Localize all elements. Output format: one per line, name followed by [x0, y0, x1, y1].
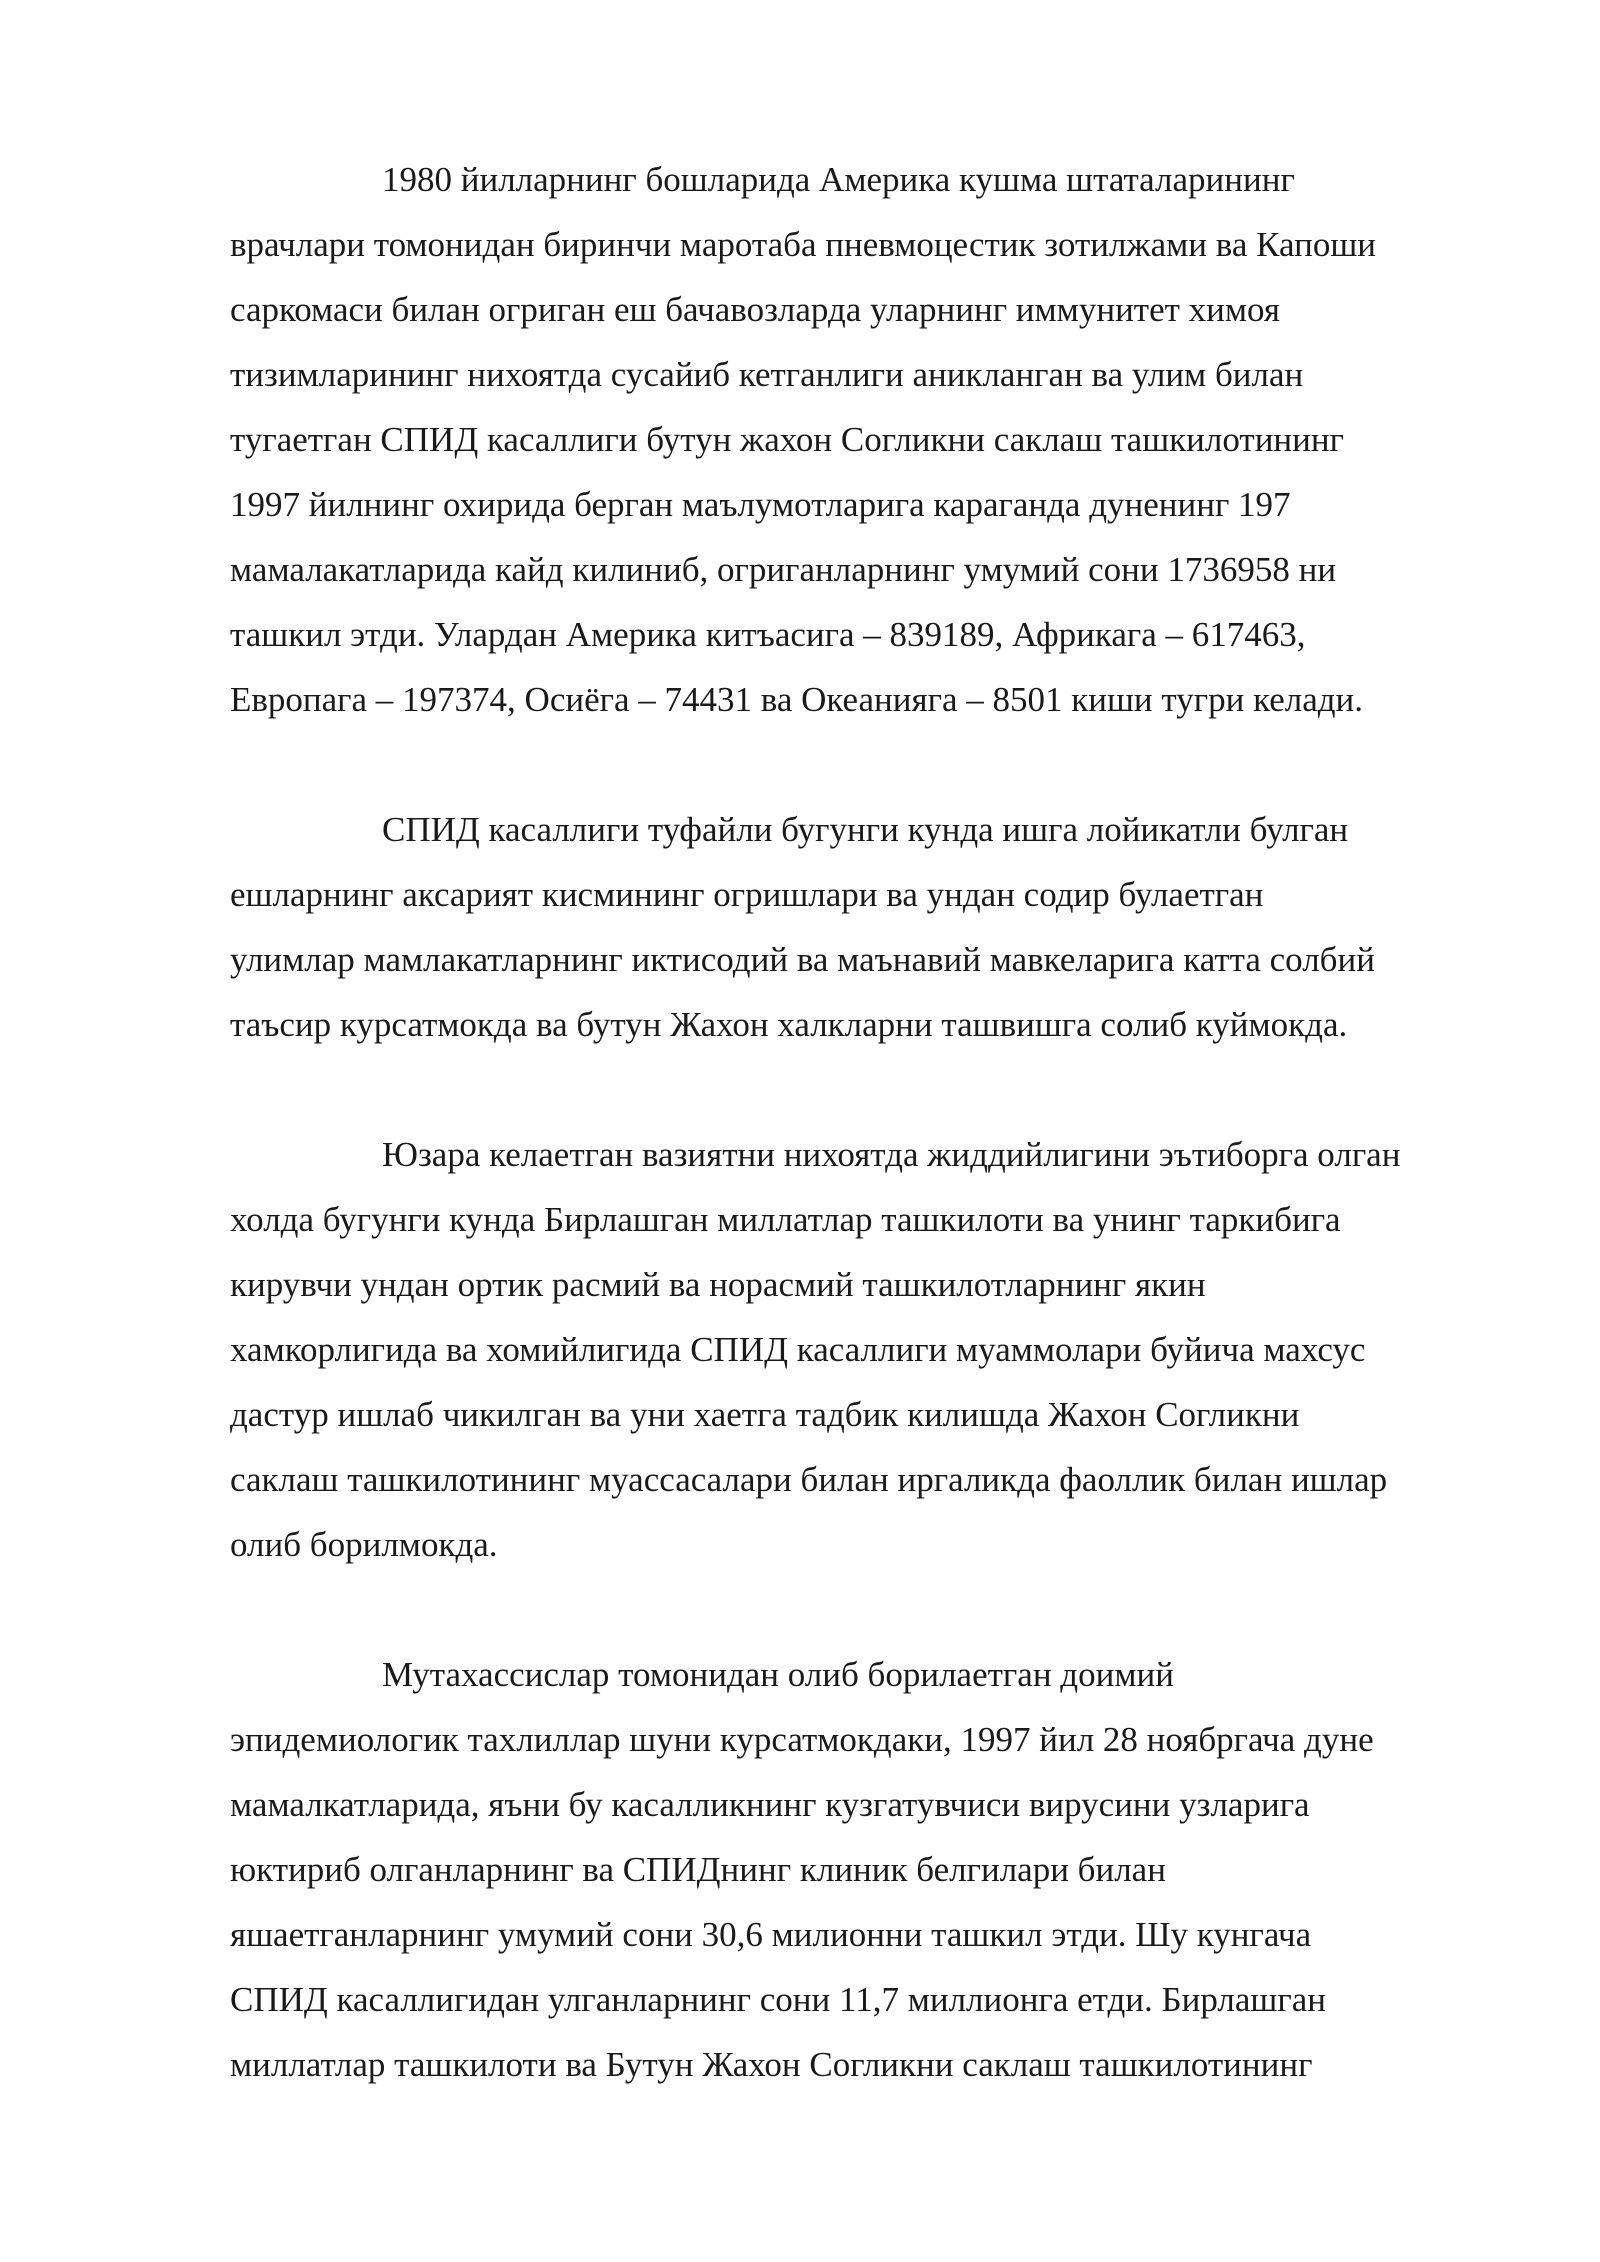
paragraph-line: мамалкатларида, яъни бу касалликнинг кузгатувчиси вирусини узларига	[230, 1785, 1310, 1824]
paragraph-line: таъсир курсатмокда ва бутун Жахон халкларни ташвишга солиб куймокда.	[230, 1005, 1348, 1044]
paragraph-line: яшаетганларнинг умумий сони 30,6 милионни ташкил этди. Шу кунгача	[230, 1915, 1312, 1954]
paragraph-3	[230, 1122, 1530, 1577]
paragraph-line: миллатлар ташкилоти ва Бутун Жахон Согликни саклаш ташкилотининг	[230, 2045, 1313, 2084]
paragraph-line: Мутахассислар томонидан олиб борилаетган доимий	[382, 1655, 1174, 1694]
paragraph-line: саклаш ташкилотининг муассасалари билан иргаликда фаоллик билан ишлар	[230, 1460, 1388, 1499]
paragraph-line: эпидемиологик тахлиллар шуни курсатмокдаки, 1997 йил 28 ноябргача дуне	[230, 1720, 1374, 1759]
paragraph-line: 1997 йилнинг охирида берган маълумотларига караганда дуненинг 197	[230, 485, 1291, 524]
paragraph-line: тизимларининг нихоятда сусайиб кетганлиги аникланган ва улим билан	[230, 355, 1304, 394]
paragraph-line: кирувчи ундан ортик расмий ва норасмий ташкилотларнинг якин	[230, 1265, 1206, 1304]
paragraph-line: тугаетган СПИД касаллиги бутун жахон Согликни саклаш ташкилотининг	[230, 420, 1344, 459]
paragraph-4	[230, 1642, 1530, 2097]
paragraph-line: ешларнинг аксарият кисмининг огришлари ва ундан содир булаетган	[230, 875, 1264, 914]
paragraph-line: СПИД касаллиги туфайли бугунги кунда ишга лойикатли булган	[382, 810, 1349, 849]
paragraph-line: врачлари томонидан биринчи маротаба пневмоцестик зотилжами ва Капоши	[230, 225, 1376, 264]
paragraph-line: ташкил этди. Улардан Америка китъасига – 839189, Африкага – 617463,	[230, 615, 1306, 654]
paragraph-line: мамалакатларида кайд килиниб, огриганларнинг умумий сони 1736958 ни	[230, 550, 1337, 589]
paragraph-line: дастур ишлаб чикилган ва уни хаетга тадбик килишда Жахон Согликни	[230, 1395, 1300, 1434]
paragraph-2	[230, 797, 1530, 1057]
paragraph-line: улимлар мамлакатларнинг иктисодий ва маънавий мавкеларига катта солбий	[230, 940, 1375, 979]
paragraph-line: олиб борилмокда.	[230, 1525, 498, 1564]
paragraph-1	[230, 147, 1530, 732]
paragraph-line: Европага – 197374, Осиёга – 74431 ва Океанияга – 8501 киши тугри келади.	[230, 680, 1364, 719]
paragraph-line: хамкорлигида ва хомийлигида СПИД касаллиги муаммолари буйича махсус	[230, 1330, 1366, 1369]
paragraph-line: саркомаси билан огриган еш бачавозларда уларнинг иммунитет химоя	[230, 290, 1280, 329]
paragraph-line: холда бугунги кунда Бирлашган миллатлар ташкилоти ва унинг таркибига	[230, 1200, 1341, 1239]
paragraph-line: 1980 йилларнинг бошларида Америка кушма штаталарининг	[382, 160, 1295, 199]
paragraph-line: юктириб олганларнинг ва СПИДнинг клиник белгилари билан	[230, 1850, 1166, 1889]
paragraph-line: Юзара келаетган вазиятни нихоятда жиддийлигини эътиборга олган	[382, 1135, 1401, 1174]
document-body	[230, 147, 1530, 2162]
paragraph-line: СПИД касаллигидан улганларнинг сони 11,7 миллионга етди. Бирлашган	[230, 1980, 1326, 2019]
